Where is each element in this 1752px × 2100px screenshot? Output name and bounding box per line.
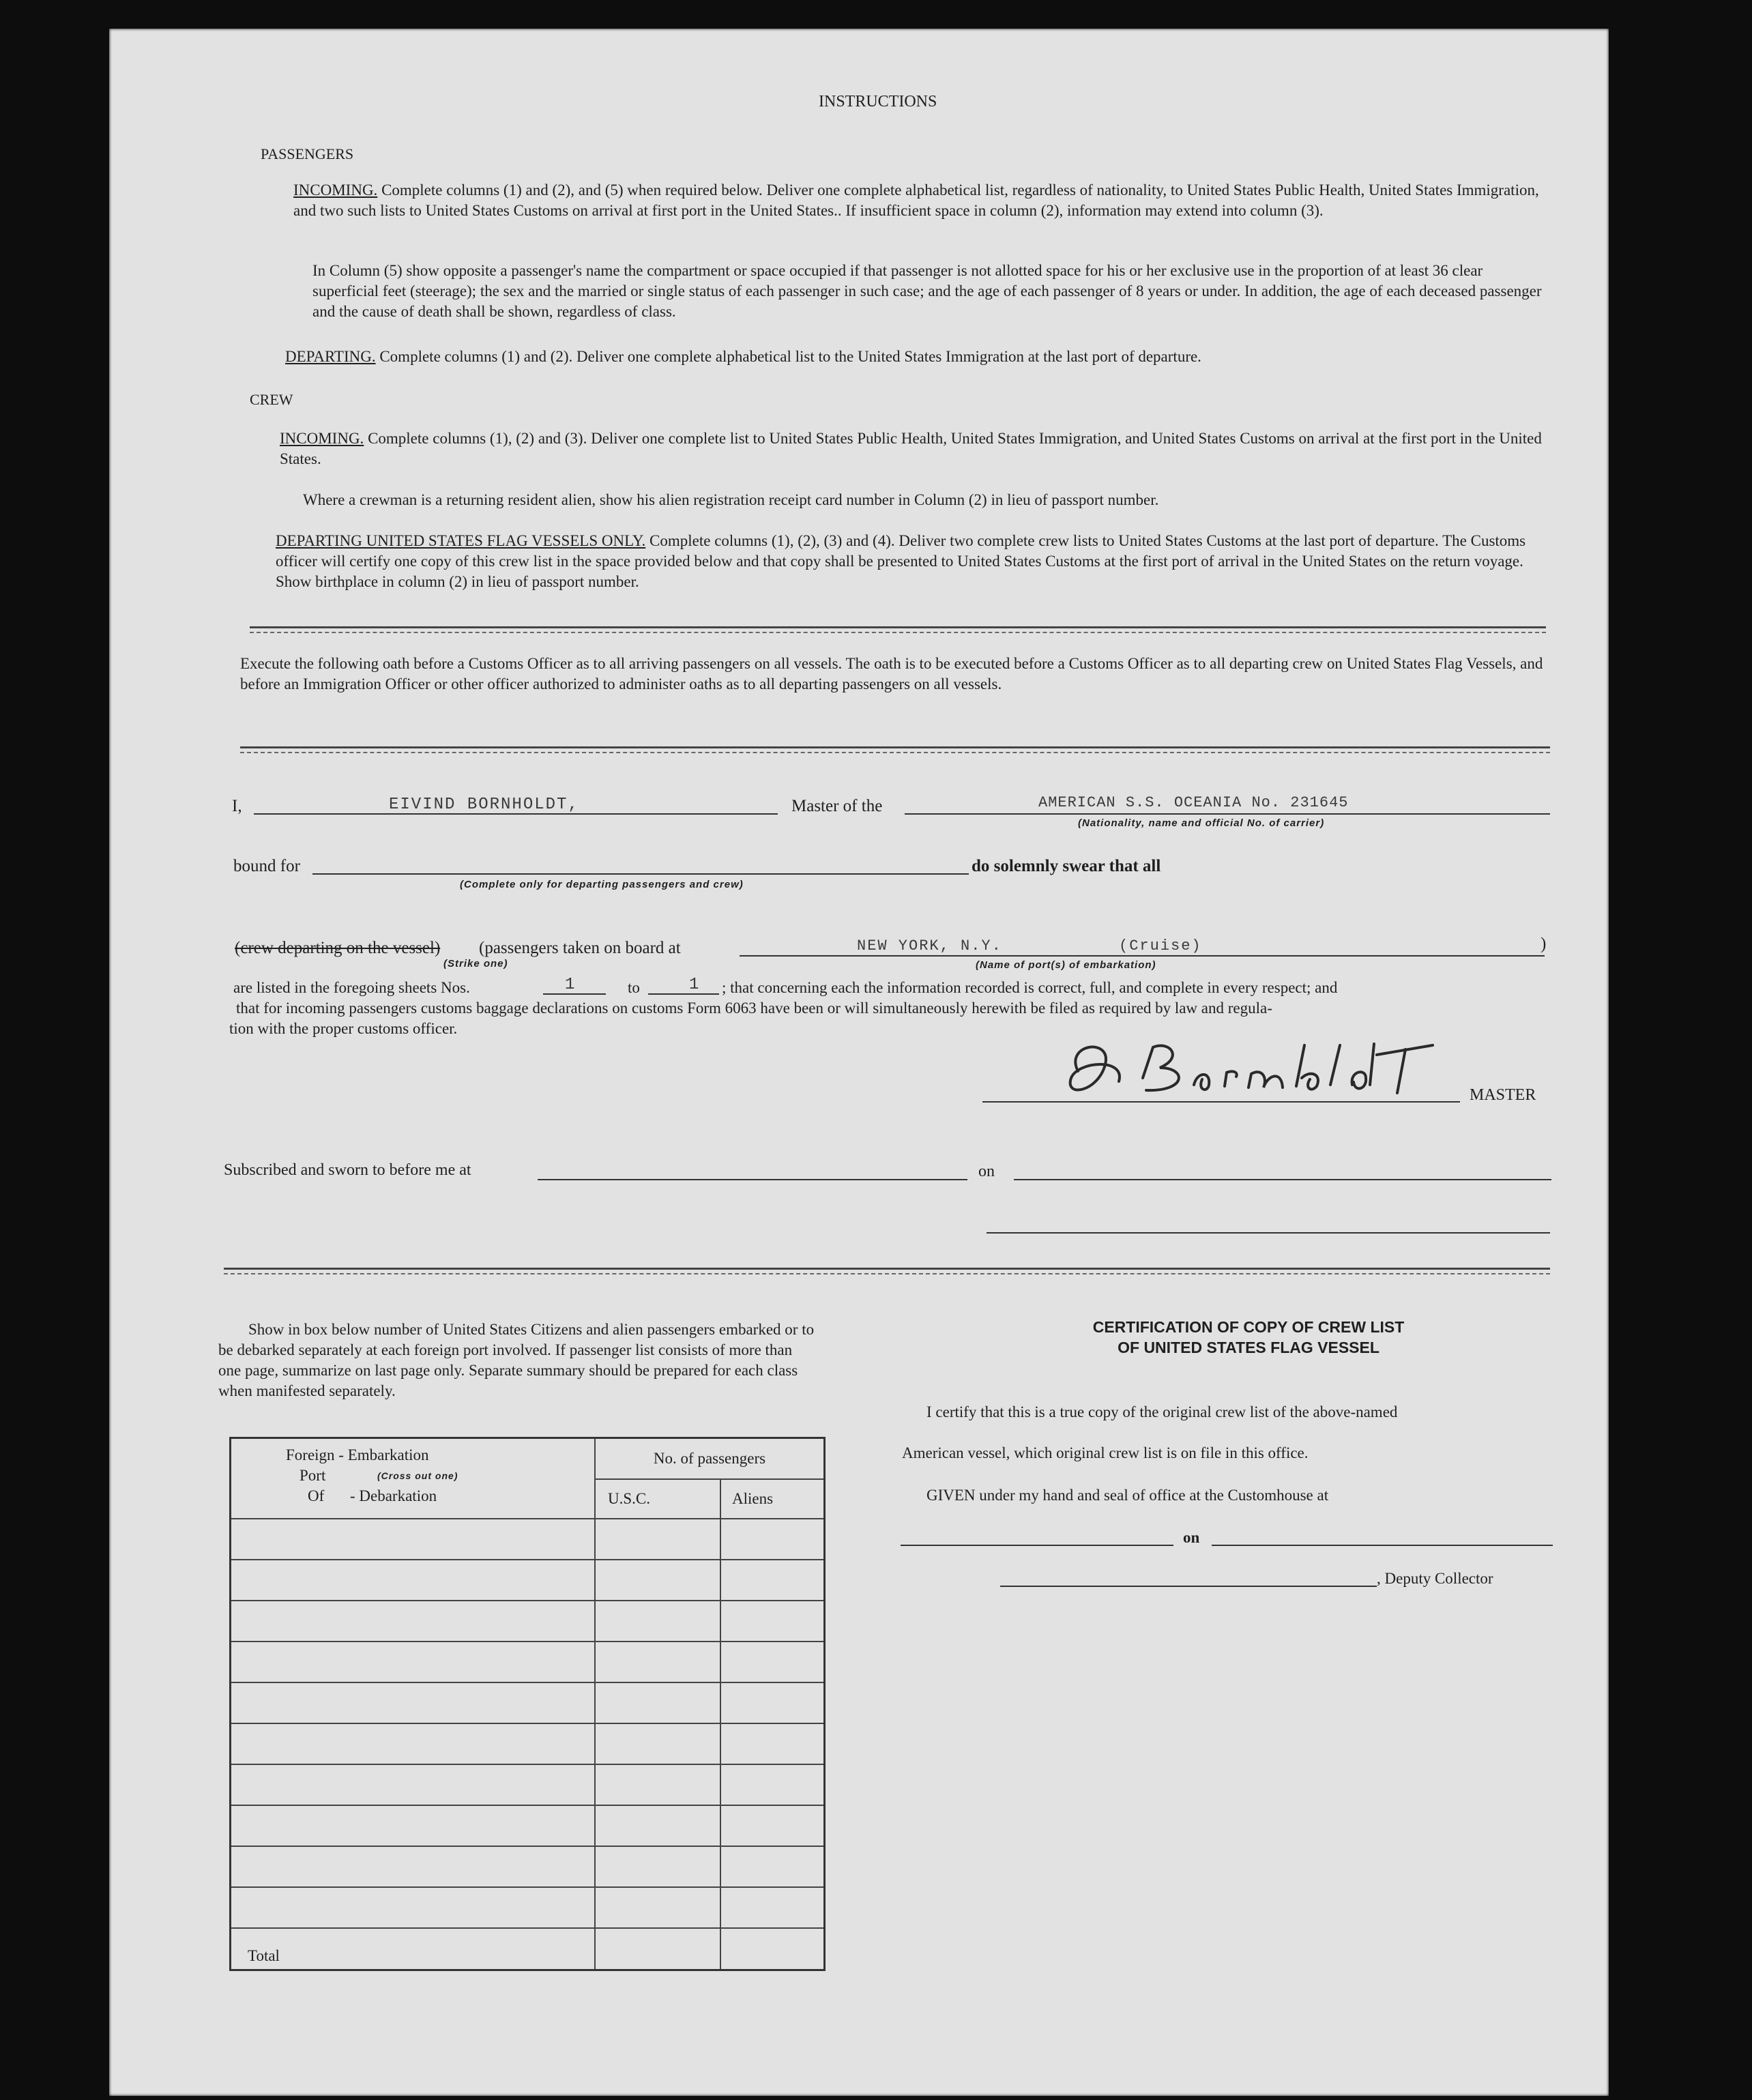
aliens-cell[interactable] bbox=[720, 1723, 825, 1764]
crew-heading: CREW bbox=[250, 391, 293, 408]
aliens-cell[interactable] bbox=[720, 1519, 825, 1560]
divider bbox=[250, 632, 1546, 633]
crew-departing bbox=[276, 531, 1549, 592]
bound-for-caption: (Complete only for departing passengers and crew) bbox=[460, 879, 744, 890]
certify-line-2: American vessel, which original crew list is on file in this office. bbox=[902, 1444, 1309, 1461]
swear-text: do solemnly swear that all bbox=[972, 857, 1161, 875]
crew-incoming-label: INCOMING. bbox=[280, 430, 364, 447]
subscribed-label: Subscribed and sworn to before me at bbox=[224, 1161, 471, 1179]
crew-resident: Where a crewman is a returning resident alien, show his alien registration receipt card number in Column (2) in lieu of passport number. bbox=[303, 491, 1159, 508]
port-header-of: Of bbox=[308, 1487, 325, 1504]
port-header-line1: Foreign - Embarkation bbox=[286, 1446, 429, 1463]
sworn-location-field[interactable] bbox=[538, 1179, 967, 1180]
certify-line-1: I certify that this is a true copy of the original crew list of the above-named bbox=[926, 1403, 1398, 1420]
aliens-cell[interactable] bbox=[720, 1682, 825, 1723]
deputy-collector-label: , Deputy Collector bbox=[1377, 1570, 1493, 1587]
certification-heading-2: OF UNITED STATES FLAG VESSEL bbox=[1118, 1339, 1379, 1356]
aliens-cell[interactable] bbox=[720, 1887, 825, 1928]
sworn-on-label: on bbox=[978, 1163, 995, 1180]
total-label: Total bbox=[231, 1928, 596, 1970]
usc-total-cell[interactable] bbox=[595, 1928, 720, 1970]
port-header-debarkation: - Debarkation bbox=[350, 1487, 437, 1504]
vessel-field[interactable] bbox=[905, 813, 1550, 815]
usc-cell[interactable] bbox=[595, 1846, 720, 1887]
sheet-from: 1 bbox=[565, 976, 576, 994]
divider bbox=[250, 626, 1546, 628]
sheet-to: 1 bbox=[689, 976, 701, 994]
port-cell[interactable] bbox=[231, 1682, 596, 1723]
to-label: to bbox=[628, 979, 640, 996]
listed-text: are listed in the foregoing sheets Nos. bbox=[233, 979, 470, 996]
passengers-incoming-text: Complete columns (1) and (2), and (5) when required below. Deliver one complete alphabetical list, regardless of nationality, to United States Public Health, United States Immigration, and two such lists to United States Customs on arrival at first port in the United States.. If insufficient space in column (2), information may extend into column (3). bbox=[293, 181, 1539, 219]
port-column-header bbox=[231, 1438, 596, 1519]
port-cell[interactable] bbox=[231, 1519, 596, 1560]
crew-departing-option: (crew departing on the vessel) bbox=[235, 939, 441, 957]
port-cell[interactable] bbox=[231, 1601, 596, 1642]
passengers-column-header: No. of passengers bbox=[595, 1438, 825, 1479]
usc-cell[interactable] bbox=[595, 1560, 720, 1601]
crew-incoming-text: Complete columns (1), (2) and (3). Deliver one complete list to United States Public Health, United States Immigration, and United States Customs on arrival at the first port in the United States. bbox=[280, 430, 1542, 467]
divider bbox=[224, 1268, 1550, 1270]
oath-i-label: I, bbox=[232, 797, 242, 815]
port-cross-caption: (Cross out one) bbox=[377, 1470, 458, 1481]
port-cell[interactable] bbox=[231, 1846, 596, 1887]
vessel-name: AMERICAN S.S. OCEANIA No. 231645 bbox=[1038, 794, 1349, 811]
passengers-heading: PASSENGERS bbox=[261, 145, 354, 162]
aliens-column-header: Aliens bbox=[720, 1479, 825, 1519]
port-field[interactable] bbox=[740, 955, 1545, 957]
port-name: NEW YORK, N.Y. bbox=[857, 937, 1002, 954]
given-line: GIVEN under my hand and seal of office at the Customhouse at bbox=[926, 1487, 1329, 1504]
bound-for-field[interactable] bbox=[312, 873, 969, 875]
port-cell[interactable] bbox=[231, 1887, 596, 1928]
passengers-taken-option: (passengers taken on board at bbox=[479, 939, 681, 957]
passengers-incoming-label: INCOMING. bbox=[293, 181, 378, 199]
officer-signature-field[interactable] bbox=[987, 1232, 1550, 1234]
vessel-caption: (Nationality, name and official No. of carrier) bbox=[1078, 817, 1325, 829]
certification-date-field[interactable] bbox=[1212, 1545, 1553, 1546]
divider bbox=[224, 1273, 1550, 1274]
regulation-text: tion with the proper customs officer. bbox=[229, 1020, 458, 1037]
port-cell[interactable] bbox=[231, 1764, 596, 1805]
usc-cell[interactable] bbox=[595, 1764, 720, 1805]
aliens-cell[interactable] bbox=[720, 1805, 825, 1846]
certify-text: ; that concerning each the information recorded is correct, full, and complete in every respect; and bbox=[722, 979, 1338, 996]
strike-caption: (Strike one) bbox=[443, 958, 508, 969]
crew-departing-text: Complete columns (1), (2), (3) and (4). Deliver two complete crew lists to United States Customs at the last port of departure. The Customs officer will certify one copy of this crew list in the space provided below and that copy shall be presented to United States Customs at the first port of arrival in the United States on the return voyage. Show birthplace in column (2) in lieu of passport number. bbox=[276, 532, 1526, 590]
aliens-cell[interactable] bbox=[720, 1846, 825, 1887]
aliens-total-cell[interactable] bbox=[720, 1928, 825, 1970]
bound-for-label: bound for bbox=[233, 857, 300, 875]
passenger-summary-table bbox=[229, 1437, 826, 1971]
crew-departing-label: DEPARTING UNITED STATES FLAG VESSELS ONLY. bbox=[276, 532, 646, 549]
divider bbox=[240, 746, 1550, 748]
master-label: MASTER bbox=[1470, 1086, 1536, 1104]
master-of-label: Master of the bbox=[791, 797, 883, 815]
port-cell[interactable] bbox=[231, 1805, 596, 1846]
usc-cell[interactable] bbox=[595, 1642, 720, 1682]
summary-instruction: Show in box below number of United States Citizens and alien passengers embarked or to be debarked separately at each foreign port involved. If passenger list consists of more than one page, summarize on last page only. Separate summary should be prepared for each class when manifested separately. bbox=[218, 1321, 815, 1399]
usc-cell[interactable] bbox=[595, 1519, 720, 1560]
port-cell[interactable] bbox=[231, 1560, 596, 1601]
deputy-collector-signature-field[interactable] bbox=[1000, 1586, 1377, 1587]
passengers-departing-label: DEPARTING. bbox=[285, 348, 376, 365]
master-signature bbox=[1051, 1030, 1474, 1105]
port-caption: (Name of port(s) of embarkation) bbox=[976, 959, 1156, 971]
port-header-line2: Port bbox=[300, 1467, 326, 1484]
form-page bbox=[109, 29, 1609, 2096]
certification-heading-1: CERTIFICATION OF COPY OF CREW LIST bbox=[1092, 1318, 1405, 1336]
passengers-departing bbox=[285, 347, 1547, 367]
usc-cell[interactable] bbox=[595, 1723, 720, 1764]
master-name: EIVIND BORNHOLDT, bbox=[389, 796, 579, 814]
oath-instruction: Execute the following oath before a Customs Officer as to all arriving passengers on all vessels. The oath is to be executed before a Customs Officer as to all departing crew on United States Flag Vessels, and before an Immigration Officer or other officer authorized to administer oaths as to all departing passengers on all vessels. bbox=[240, 655, 1543, 692]
port-cell[interactable] bbox=[231, 1642, 596, 1682]
baggage-text: that for incoming passengers customs baggage declarations on customs Form 6063 have been or will simultaneously herewith be filed as required by law and regula- bbox=[236, 1000, 1272, 1017]
usc-cell[interactable] bbox=[595, 1682, 720, 1723]
usc-cell[interactable] bbox=[595, 1601, 720, 1642]
cruise-note: (Cruise) bbox=[1119, 937, 1202, 954]
port-cell[interactable] bbox=[231, 1723, 596, 1764]
usc-column-header: U.S.C. bbox=[595, 1479, 720, 1519]
aliens-cell[interactable] bbox=[720, 1642, 825, 1682]
customhouse-field[interactable] bbox=[901, 1545, 1173, 1546]
divider bbox=[240, 752, 1550, 753]
page-title: INSTRUCTIONS bbox=[819, 93, 937, 111]
certification-on-label: on bbox=[1183, 1529, 1200, 1546]
aliens-cell[interactable] bbox=[720, 1764, 825, 1805]
signature-scribble bbox=[1051, 1030, 1474, 1105]
usc-cell[interactable] bbox=[595, 1805, 720, 1846]
passengers-incoming bbox=[293, 180, 1549, 221]
sheet-to-field[interactable] bbox=[648, 993, 719, 995]
usc-cell[interactable] bbox=[595, 1887, 720, 1928]
crew-incoming bbox=[280, 428, 1549, 469]
master-signature-line[interactable] bbox=[982, 1101, 1460, 1103]
aliens-cell[interactable] bbox=[720, 1601, 825, 1642]
aliens-cell[interactable] bbox=[720, 1560, 825, 1601]
close-paren: ) bbox=[1541, 935, 1547, 953]
passengers-departing-text: Complete columns (1) and (2). Deliver one complete alphabetical list to the United States Immigration at the last port of departure. bbox=[379, 348, 1201, 365]
sworn-date-field[interactable] bbox=[1014, 1179, 1551, 1180]
passengers-column5: In Column (5) show opposite a passenger's name the compartment or space occupied if that passenger is not allotted space for his or her exclusive use in the proportion of at least 36 clear superficial feet (steerage); the sex and the married or single status of each passenger in such case; and the age of each passenger of 8 years or under. In addition, the age of each deceased passenger and the cause of death shall be shown, regardless of class. bbox=[312, 262, 1542, 320]
